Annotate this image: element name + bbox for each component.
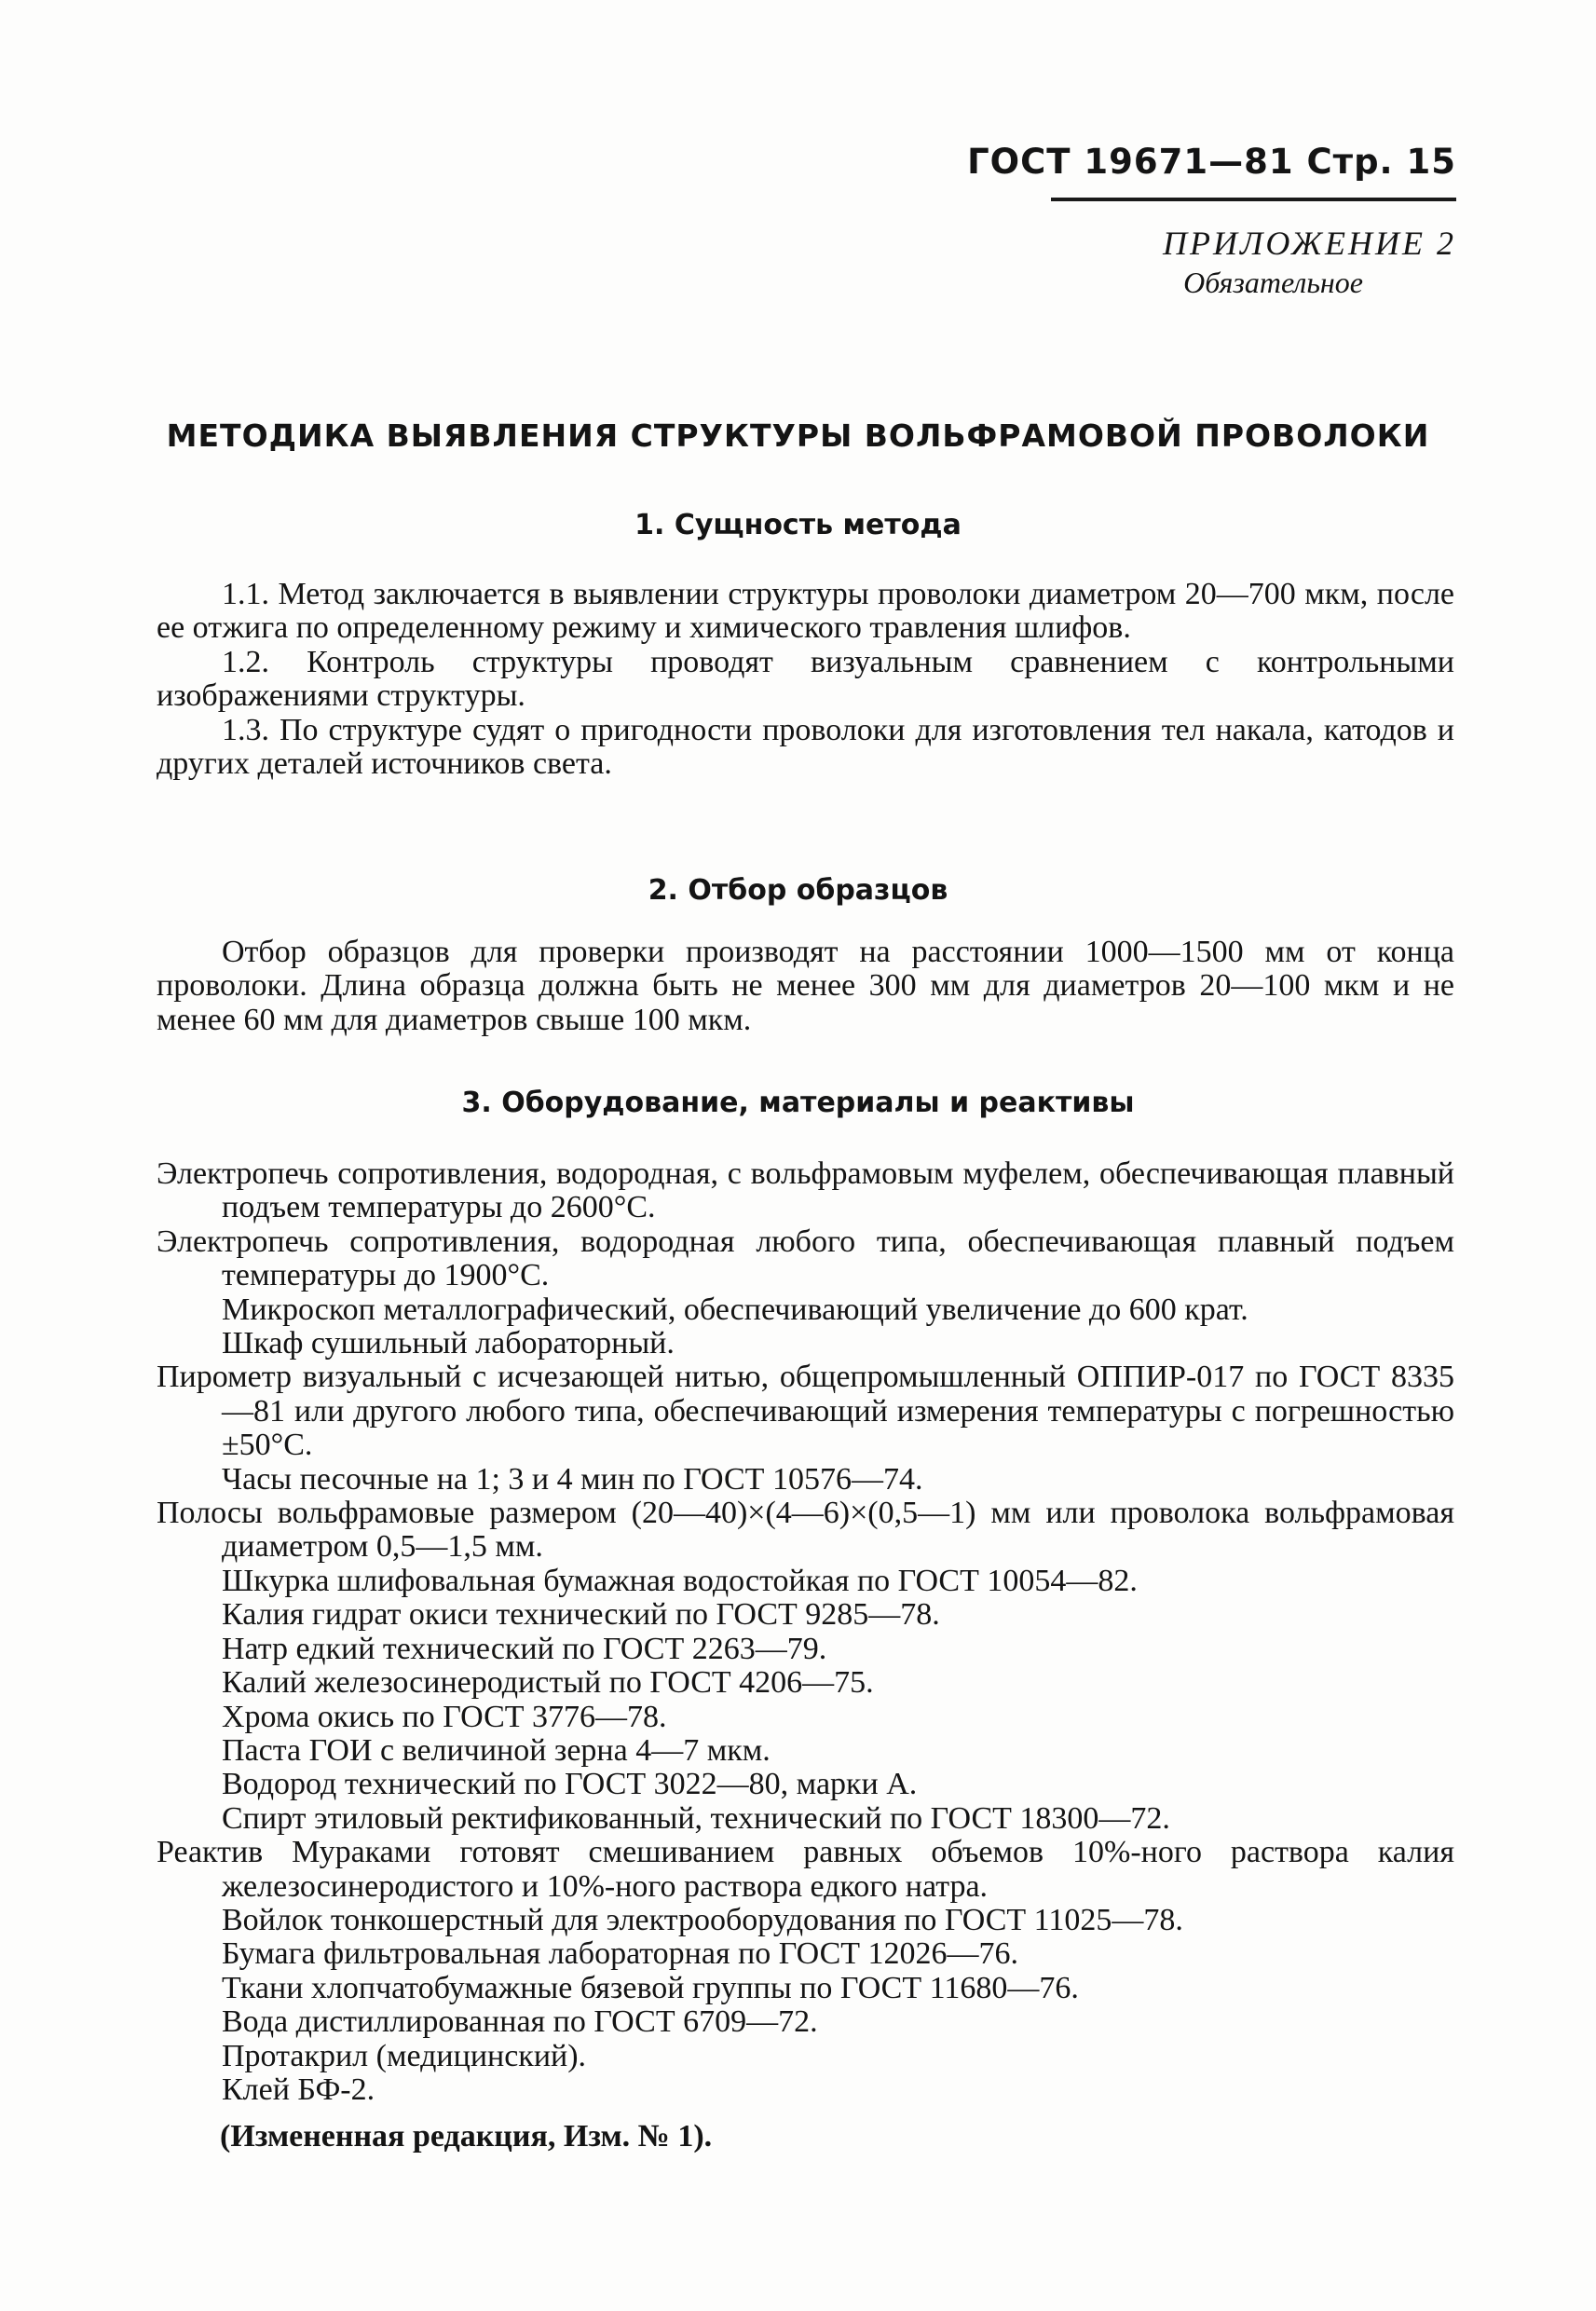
list-item: Натр едкий технический по ГОСТ 2263—79.	[222, 1631, 827, 1666]
section-1-body	[157, 578, 1454, 781]
list-item: Электропечь сопротивления, водородная, с вольфрамовым муфелем, обеспечивающая плавный подъем температуры до 2600°С.	[157, 1156, 1454, 1225]
section-2-heading: 2. Отбор образцов	[648, 874, 948, 907]
list-item: Шкаф сушильный лабораторный.	[222, 1326, 675, 1361]
list-item: Калий железосинеродистый по ГОСТ 4206—75.	[222, 1665, 874, 1701]
section-2-body	[157, 936, 1454, 1037]
list-item: Часы песочные на 1; 3 и 4 мин по ГОСТ 10576—74.	[222, 1461, 923, 1497]
list-item: Паста ГОИ с величиной зерна 4—7 мкм.	[222, 1732, 771, 1768]
section-3-heading: 3. Оборудование, материалы и реактивы	[461, 1087, 1135, 1119]
list-item: Протакрил (медицинский).	[222, 2038, 587, 2073]
amendment-note: (Измененная редакция, Изм. № 1).	[220, 2119, 713, 2154]
list-item: Ткани хлопчатобумажные бязевой группы по ГОСТ 11680—76.	[222, 1970, 1079, 2005]
list-item: Шкурка шлифовальная бумажная водостойкая по ГОСТ 10054—82.	[222, 1563, 1138, 1598]
list-item: Калия гидрат окиси технический по ГОСТ 9285—78.	[222, 1597, 940, 1633]
list-item: Войлок тонкошерстный для электрооборудования по ГОСТ 11025—78.	[222, 1902, 1183, 1937]
list-item: Клей БФ-2.	[222, 2072, 375, 2107]
appendix-label: ПРИЛОЖЕНИЕ 2	[1163, 225, 1456, 262]
paragraph-1-2: 1.2. Контроль структуры проводят визуальным сравнением с контрольными изображениями структуры.	[157, 644, 1454, 714]
list-item: Хрома окись по ГОСТ 3776—78.	[222, 1699, 667, 1734]
list-item: Вода дистиллированная по ГОСТ 6709—72.	[222, 2004, 818, 2040]
section-3-list	[157, 1157, 1454, 2154]
list-item: Бумага фильтровальная лабораторная по ГОСТ 12026—76.	[222, 1936, 1019, 1972]
list-item: Полосы вольфрамовые размером (20—40)×(4—6)×(0,5—1) мм или проволока вольфрамовая диаметром 0,5—1,5 мм.	[157, 1496, 1454, 1565]
list-item: Водород технический по ГОСТ 3022—80, марки А.	[222, 1767, 918, 1802]
section-1-heading: 1. Сущность метода	[634, 509, 962, 541]
page-header-standard: ГОСТ 19671—81 Стр. 15	[967, 142, 1456, 182]
document-title: МЕТОДИКА ВЫЯВЛЕНИЯ СТРУКТУРЫ ВОЛЬФРАМОВОЙ ПРОВОЛОКИ	[166, 417, 1430, 454]
list-item: Электропечь сопротивления, водородная любого типа, обеспечивающая плавный подъем температуры до 1900°С.	[157, 1224, 1454, 1293]
header-rule	[1051, 198, 1456, 201]
appendix-status: Обязательное	[1183, 266, 1363, 299]
list-item: Микроскоп металлографический, обеспечивающий увеличение до 600 крат.	[222, 1292, 1248, 1327]
paragraph-1-3: 1.3. По структуре судят о пригодности проволоки для изготовления тел накала, катодов и других деталей источников света.	[157, 712, 1454, 782]
paragraph-2: Отбор образцов для проверки производят на расстоянии 1000—1500 мм от конца проволоки. Длина образца должна быть не менее 300 мм для диаметров 20—100 мкм и не менее 60 мм для диаметров свыше 100 мкм.	[157, 935, 1454, 1037]
list-item: Реактив Мураками готовят смешиванием равных объемов 10%-ного раствора калия железосинеродистого и 10%-ного раствора едкого натра.	[157, 1835, 1454, 1904]
list-item: Спирт этиловый ректификованный, технический по ГОСТ 18300—72.	[222, 1800, 1170, 1836]
list-item: Пирометр визуальный с исчезающей нитью, общепромышленный ОППИР-017 по ГОСТ 8335—81 или другого любого типа, обеспечивающий измерения температуры с погрешностью ±50°С.	[157, 1360, 1454, 1463]
paragraph-1-1: 1.1. Метод заключается в выявлении структуры проволоки диаметром 20—700 мкм, после ее отжига по определенному режиму и химического травления шлифов.	[157, 577, 1454, 646]
